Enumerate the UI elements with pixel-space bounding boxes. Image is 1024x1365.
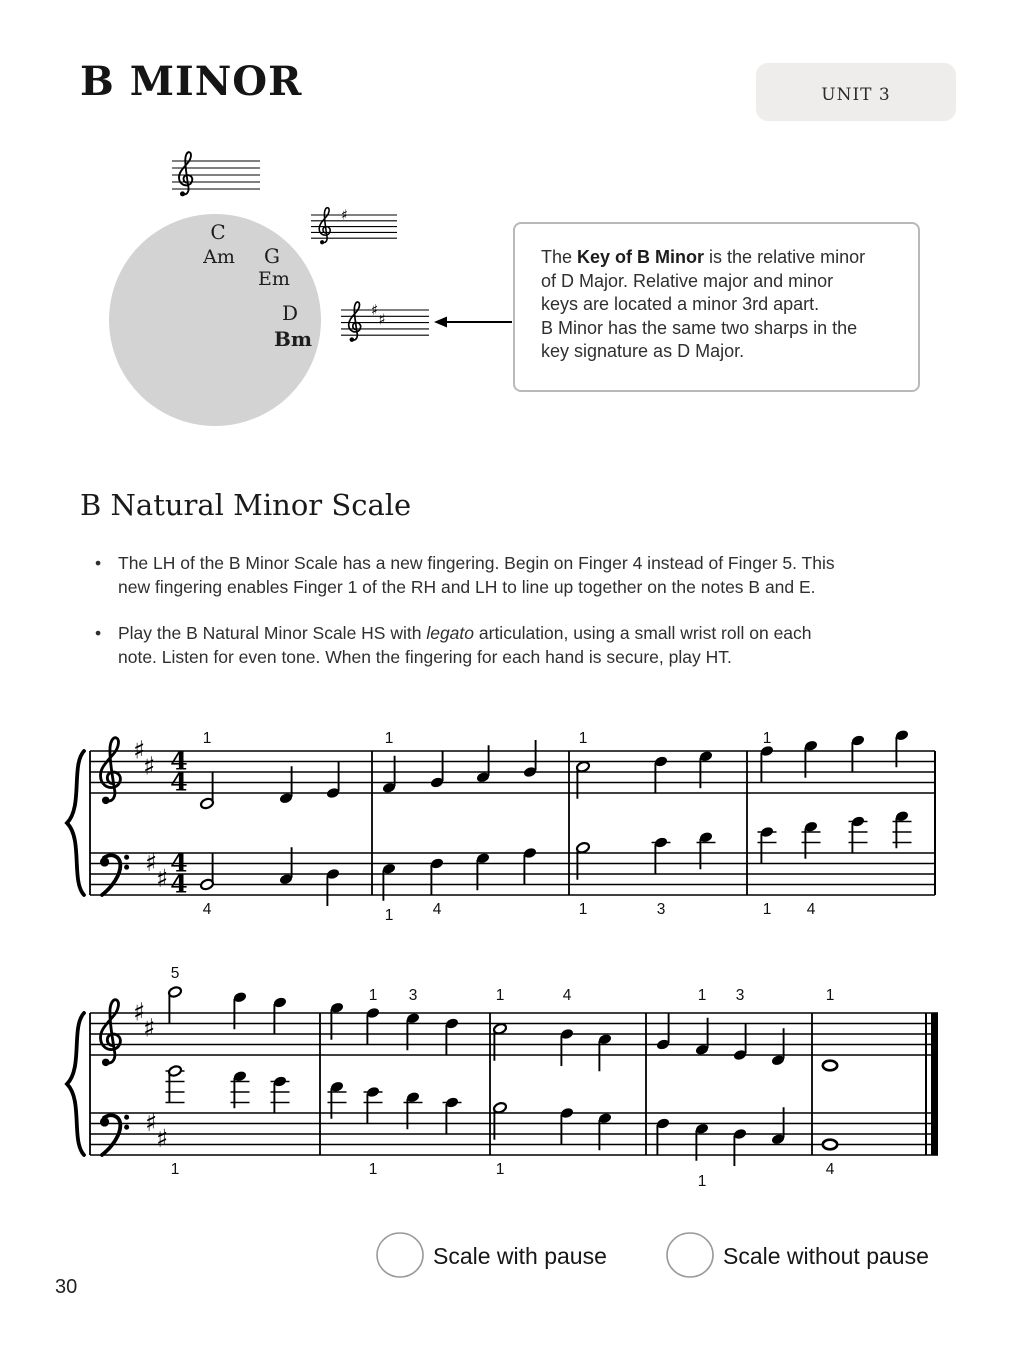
- finger-number: 1: [368, 987, 378, 1004]
- text-segment: B Minor has the same two sharps in the: [541, 317, 858, 338]
- sharp-sign-icon: ♯: [378, 310, 386, 329]
- finger-number: 4: [432, 901, 442, 918]
- finger-number: 1: [170, 1161, 180, 1178]
- text-segment: new fingering enables Finger 1 of the RH and LH to line up together on the notes B and E.: [118, 577, 816, 597]
- note: [695, 1122, 710, 1190]
- finger-number: 3: [656, 901, 666, 918]
- bass-staff: [90, 810, 935, 924]
- bullet-item-2: [95, 621, 955, 669]
- note: [802, 820, 821, 918]
- note: [654, 755, 669, 793]
- sharp-sign-icon: ♯: [371, 301, 379, 320]
- finger-number: 1: [825, 987, 835, 1004]
- bullet-dot-icon: •: [95, 623, 102, 643]
- note: [760, 730, 775, 783]
- note: [168, 965, 183, 1024]
- treble-clef-icon: [319, 208, 330, 245]
- note: [166, 1065, 185, 1178]
- note: [523, 740, 538, 778]
- bass-staff: [90, 1065, 938, 1190]
- note: [893, 810, 912, 848]
- time-signature-4: 4: [170, 767, 188, 797]
- grand-staff-brace: [67, 1013, 84, 1155]
- note: [326, 868, 341, 906]
- note: [443, 1096, 462, 1134]
- unit-badge: [756, 63, 956, 121]
- note: [523, 847, 538, 885]
- finger-number: 1: [495, 987, 505, 1004]
- sharp-sign-icon: ♯: [341, 207, 348, 224]
- unit-badge-label: UNIT 3: [821, 85, 891, 105]
- note: [758, 826, 777, 918]
- note: [560, 987, 575, 1066]
- finger-number: 1: [384, 730, 394, 747]
- text-segment: articulation, using a small wrist roll on each: [474, 623, 812, 643]
- note: [231, 1070, 250, 1108]
- text-segment: The: [541, 247, 578, 267]
- finger-number: 1: [762, 730, 772, 747]
- note: [598, 1033, 613, 1071]
- key-label-D: D: [281, 301, 299, 325]
- treble-staff: [90, 965, 938, 1071]
- section-heading: B Natural Minor Scale: [80, 488, 412, 522]
- text-segment: legato: [426, 623, 475, 643]
- time-signature-4: 4: [170, 746, 188, 776]
- finger-number: 4: [825, 1161, 835, 1178]
- music-system-descending-scale: [67, 965, 938, 1190]
- finger-number: 4: [562, 987, 572, 1004]
- sharp-sign-icon: ♯: [133, 997, 146, 1027]
- key-info-box: [513, 222, 920, 392]
- finger-number: 1: [578, 730, 588, 747]
- sharp-sign-icon: ♯: [156, 863, 169, 893]
- whole-note-head: [823, 1140, 837, 1150]
- music-system-ascending-scale: [67, 729, 935, 924]
- note: [823, 1140, 837, 1178]
- note: [430, 857, 445, 918]
- finger-number: 1: [202, 730, 212, 747]
- finger-number: 1: [578, 901, 588, 918]
- mini-staff-1: [172, 152, 260, 196]
- option-circle-scale-with-pause[interactable]: [377, 1233, 423, 1277]
- pointer-arrow-head-icon: [434, 317, 447, 328]
- note: [823, 987, 837, 1070]
- finger-number: 5: [170, 965, 180, 982]
- sharp-sign-icon: ♯: [145, 1108, 158, 1137]
- bullet-item-1: [95, 551, 955, 599]
- key-label-Bm: Bm: [273, 327, 313, 351]
- finger-number: 1: [697, 1173, 707, 1190]
- sharp-sign-icon: ♯: [143, 751, 156, 781]
- note: [406, 987, 421, 1050]
- text-segment: keys are located a minor 3rd apart.: [541, 294, 820, 314]
- note: [849, 815, 868, 853]
- key-label-G: G: [264, 244, 280, 268]
- note: [430, 751, 445, 789]
- text-segment: The LH of the B Minor Scale has a new fingering. Begin on Finger 4 instead of Finger 5. This: [118, 553, 835, 573]
- treble-clef-icon: [179, 152, 192, 196]
- sharp-sign-icon: ♯: [143, 1013, 156, 1043]
- option-label-scale-without-pause: Scale without pause: [723, 1243, 929, 1269]
- note: [271, 1075, 290, 1113]
- bullet-dot-icon: •: [95, 553, 102, 573]
- option-circle-scale-without-pause[interactable]: [667, 1233, 713, 1277]
- sharp-sign-icon: ♯: [145, 848, 158, 877]
- mini-staff-3: [341, 301, 429, 342]
- treble-clef-icon: [101, 1000, 121, 1066]
- note: [656, 1013, 671, 1051]
- text-segment: key signature as D Major.: [541, 341, 745, 361]
- bass-clef-icon: [100, 1115, 129, 1155]
- finger-number: 3: [408, 987, 418, 1004]
- time-signature-4: 4: [170, 869, 188, 899]
- whole-note-head: [823, 1061, 837, 1071]
- mini-staff-2: [311, 208, 397, 245]
- instruction-bullets: [95, 551, 955, 691]
- note: [576, 730, 591, 799]
- note: [851, 734, 866, 772]
- text-segment: Key of B Minor: [577, 247, 705, 267]
- sharp-sign-icon: ♯: [133, 735, 146, 765]
- note: [364, 1086, 383, 1178]
- finger-number: 1: [697, 987, 707, 1004]
- treble-clef-icon: [349, 302, 361, 342]
- note: [652, 836, 671, 918]
- finger-number: 1: [495, 1161, 505, 1178]
- key-label-Am: Am: [203, 246, 235, 268]
- sharp-sign-icon: ♯: [156, 1123, 169, 1153]
- note: [382, 862, 397, 924]
- text-segment: is the relative minor: [704, 247, 866, 267]
- note: [445, 1017, 460, 1055]
- key-label-C: C: [210, 220, 226, 244]
- finger-number: 4: [202, 901, 212, 918]
- finger-number: 1: [368, 1161, 378, 1178]
- treble-staff: [90, 729, 935, 810]
- finger-number: 1: [384, 907, 394, 924]
- circle-of-fifths-diagram: [109, 152, 512, 426]
- finger-number: 4: [806, 901, 816, 918]
- page-title: B MINOR: [80, 58, 303, 105]
- note: [560, 1107, 575, 1145]
- key-info-text: [541, 246, 898, 364]
- treble-clef-icon: [101, 738, 121, 804]
- note: [200, 730, 215, 810]
- time-signature-4: 4: [170, 848, 188, 878]
- option-label-scale-with-pause: Scale with pause: [433, 1243, 607, 1269]
- text-segment: note. Listen for even tone. When the fingering for each hand is secure, play HT.: [118, 647, 732, 667]
- note: [273, 996, 288, 1034]
- finger-number: 3: [735, 987, 745, 1004]
- note: [656, 1117, 671, 1155]
- key-label-Em: Em: [258, 268, 290, 290]
- bass-clef-icon: [100, 855, 129, 895]
- text-segment: Play the B Natural Minor Scale HS with: [118, 623, 427, 643]
- page-number: 30: [55, 1276, 78, 1298]
- note: [733, 1128, 748, 1166]
- note: [366, 987, 381, 1045]
- grand-staff-brace: [67, 751, 84, 895]
- text-segment: of D Major. Relative major and minor: [541, 270, 834, 291]
- note: [326, 761, 341, 799]
- note: [695, 987, 710, 1056]
- finger-number: 1: [762, 901, 772, 918]
- note: [200, 853, 215, 919]
